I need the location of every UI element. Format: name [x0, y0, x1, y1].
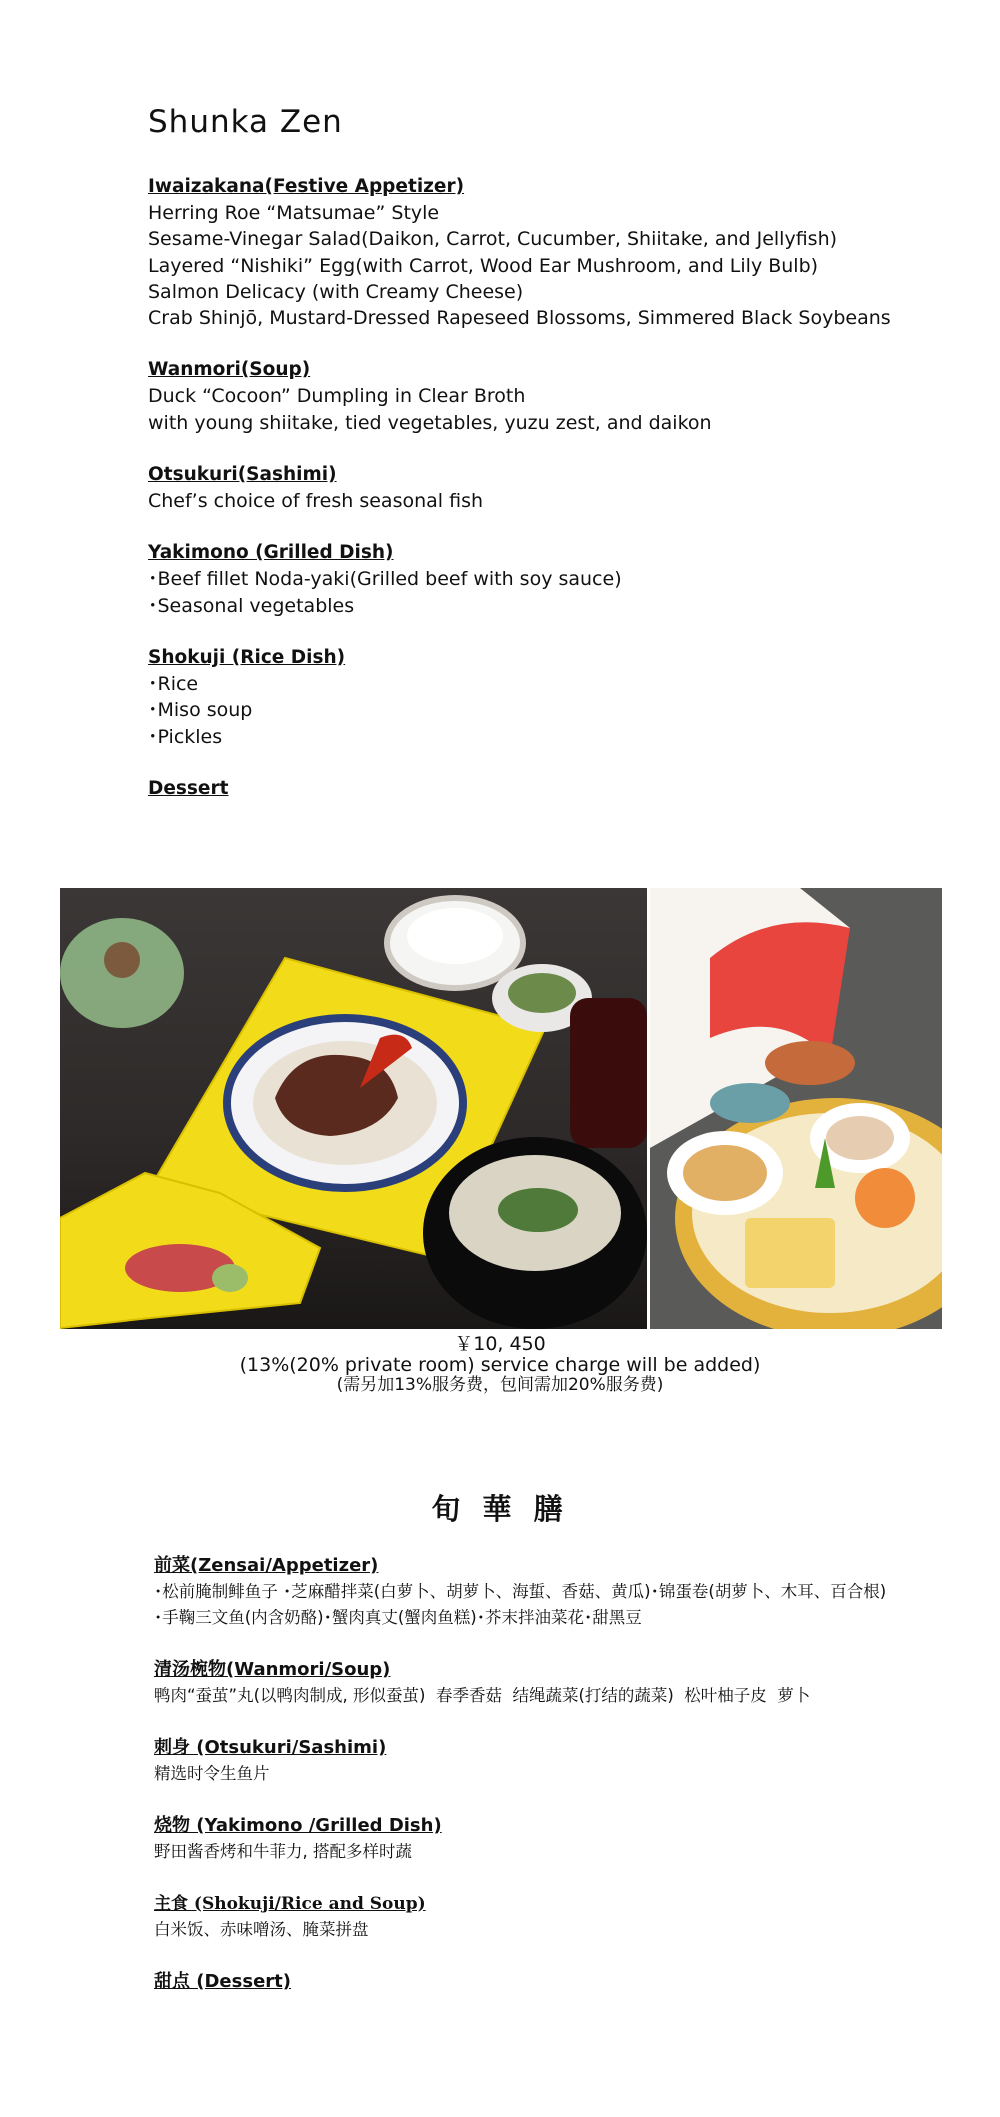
menu-item: Herring Roe “Matsumae” Style	[148, 202, 440, 224]
cn-section-soup	[154, 1657, 984, 1709]
english-menu	[148, 98, 968, 828]
menu-item: ･Rice	[148, 672, 199, 695]
section-heading: Shokuji (Rice Dish)	[148, 646, 346, 668]
menu-item: ･手鞠三文鱼(内含奶酪)･蟹肉真丈(蟹肉鱼糕)･芥末拌油菜花･甜黑豆	[154, 1608, 642, 1627]
section-heading: Dessert	[148, 777, 229, 799]
menu-item: ･Beef fillet Noda-yaki(Grilled beef with soy sauce)	[148, 568, 622, 591]
section-heading: 清汤椀物(Wanmori/Soup)	[154, 1659, 391, 1680]
section-soup	[148, 357, 968, 436]
menu-item: Crab Shinjō, Mustard-Dressed Rapeseed Blossoms, Simmered Black Soybeans	[148, 307, 891, 330]
cn-section-sashimi	[154, 1735, 984, 1787]
section-sashimi	[148, 462, 968, 514]
food-photos	[60, 888, 942, 1329]
menu-item: Salmon Delicacy (with Creamy Cheese)	[148, 280, 524, 303]
section-rice	[148, 645, 968, 750]
section-grilled	[148, 540, 968, 619]
menu-item: with young shiitake, tied vegetables, yuzu zest, and daikon	[148, 411, 712, 434]
menu-item: 白米饭、赤味噌汤、腌菜拼盘	[154, 1920, 369, 1939]
food-photo-main	[60, 888, 647, 1329]
section-heading: 甜点 (Dessert)	[154, 1971, 291, 1992]
section-heading: Yakimono (Grilled Dish)	[148, 542, 394, 564]
menu-item: Layered “Nishiki” Egg(with Carrot, Wood Ear Mushroom, and Lily Bulb)	[148, 254, 819, 277]
menu-item: 野田酱香烤和牛菲力, 搭配多样时蔬	[154, 1842, 412, 1861]
service-charge-note: (13%(20% private room) service charge will be added)	[239, 1354, 761, 1376]
section-appetizer	[148, 174, 968, 331]
menu-item: Sesame-Vinegar Salad(Daikon, Carrot, Cucumber, Shiitake, and Jellyfish)	[148, 228, 838, 251]
section-heading: Iwaizakana(Festive Appetizer)	[148, 176, 465, 197]
price: ￥10, 450	[454, 1333, 546, 1355]
cn-section-rice	[154, 1891, 984, 1943]
set-meal-illustration	[60, 888, 647, 1329]
service-charge-note-cn: (需另加13%服务费，包间需加20%服务费)	[336, 1375, 664, 1395]
menu-item: Duck “Cocoon” Dumpling in Clear Broth	[148, 385, 526, 408]
menu-item: ･Seasonal vegetables	[148, 594, 355, 617]
menu-item: ･Miso soup	[148, 699, 253, 722]
menu-item: ･松前腌制鲱鱼子 ･芝麻醋拌菜(白萝卜、胡萝卜、海蜇、香菇、黄瓜)･锦蛋卷(胡萝卜、木耳、百合根)	[154, 1582, 887, 1601]
section-heading: 前菜(Zensai/Appetizer)	[154, 1555, 379, 1576]
cn-section-dessert	[154, 1969, 984, 1995]
cn-section-appetizer	[154, 1553, 984, 1631]
section-heading: 烧物 (Yakimono /Grilled Dish)	[154, 1815, 442, 1836]
cn-menu-title: 旬 華 膳	[431, 1492, 569, 1526]
section-heading: Wanmori(Soup)	[148, 359, 311, 381]
food-photo-osechi	[650, 888, 942, 1329]
cn-section-grilled	[154, 1813, 984, 1865]
menu-item: 鸭肉“蚕茧”丸(以鸭肉制成, 形似蚕茧) 春季香菇 结绳蔬菜(打结的蔬菜) 松叶柚子皮 萝卜	[154, 1686, 811, 1705]
section-dessert	[148, 776, 968, 802]
menu-item: Chef’s choice of fresh seasonal fish	[148, 490, 484, 513]
section-heading: Otsukuri(Sashimi)	[148, 464, 337, 486]
chinese-menu	[154, 1553, 984, 2021]
menu-item: 精选时令生鱼片	[154, 1764, 270, 1783]
section-heading: 刺身 (Otsukuri/Sashimi)	[154, 1737, 387, 1758]
menu-item: ･Pickles	[148, 725, 223, 748]
menu-title: Shunka Zen	[148, 104, 343, 140]
osechi-illustration	[650, 888, 942, 1329]
section-heading: 主食 (Shokuji/Rice and Soup)	[154, 1894, 426, 1914]
price-block	[0, 1334, 1000, 1395]
